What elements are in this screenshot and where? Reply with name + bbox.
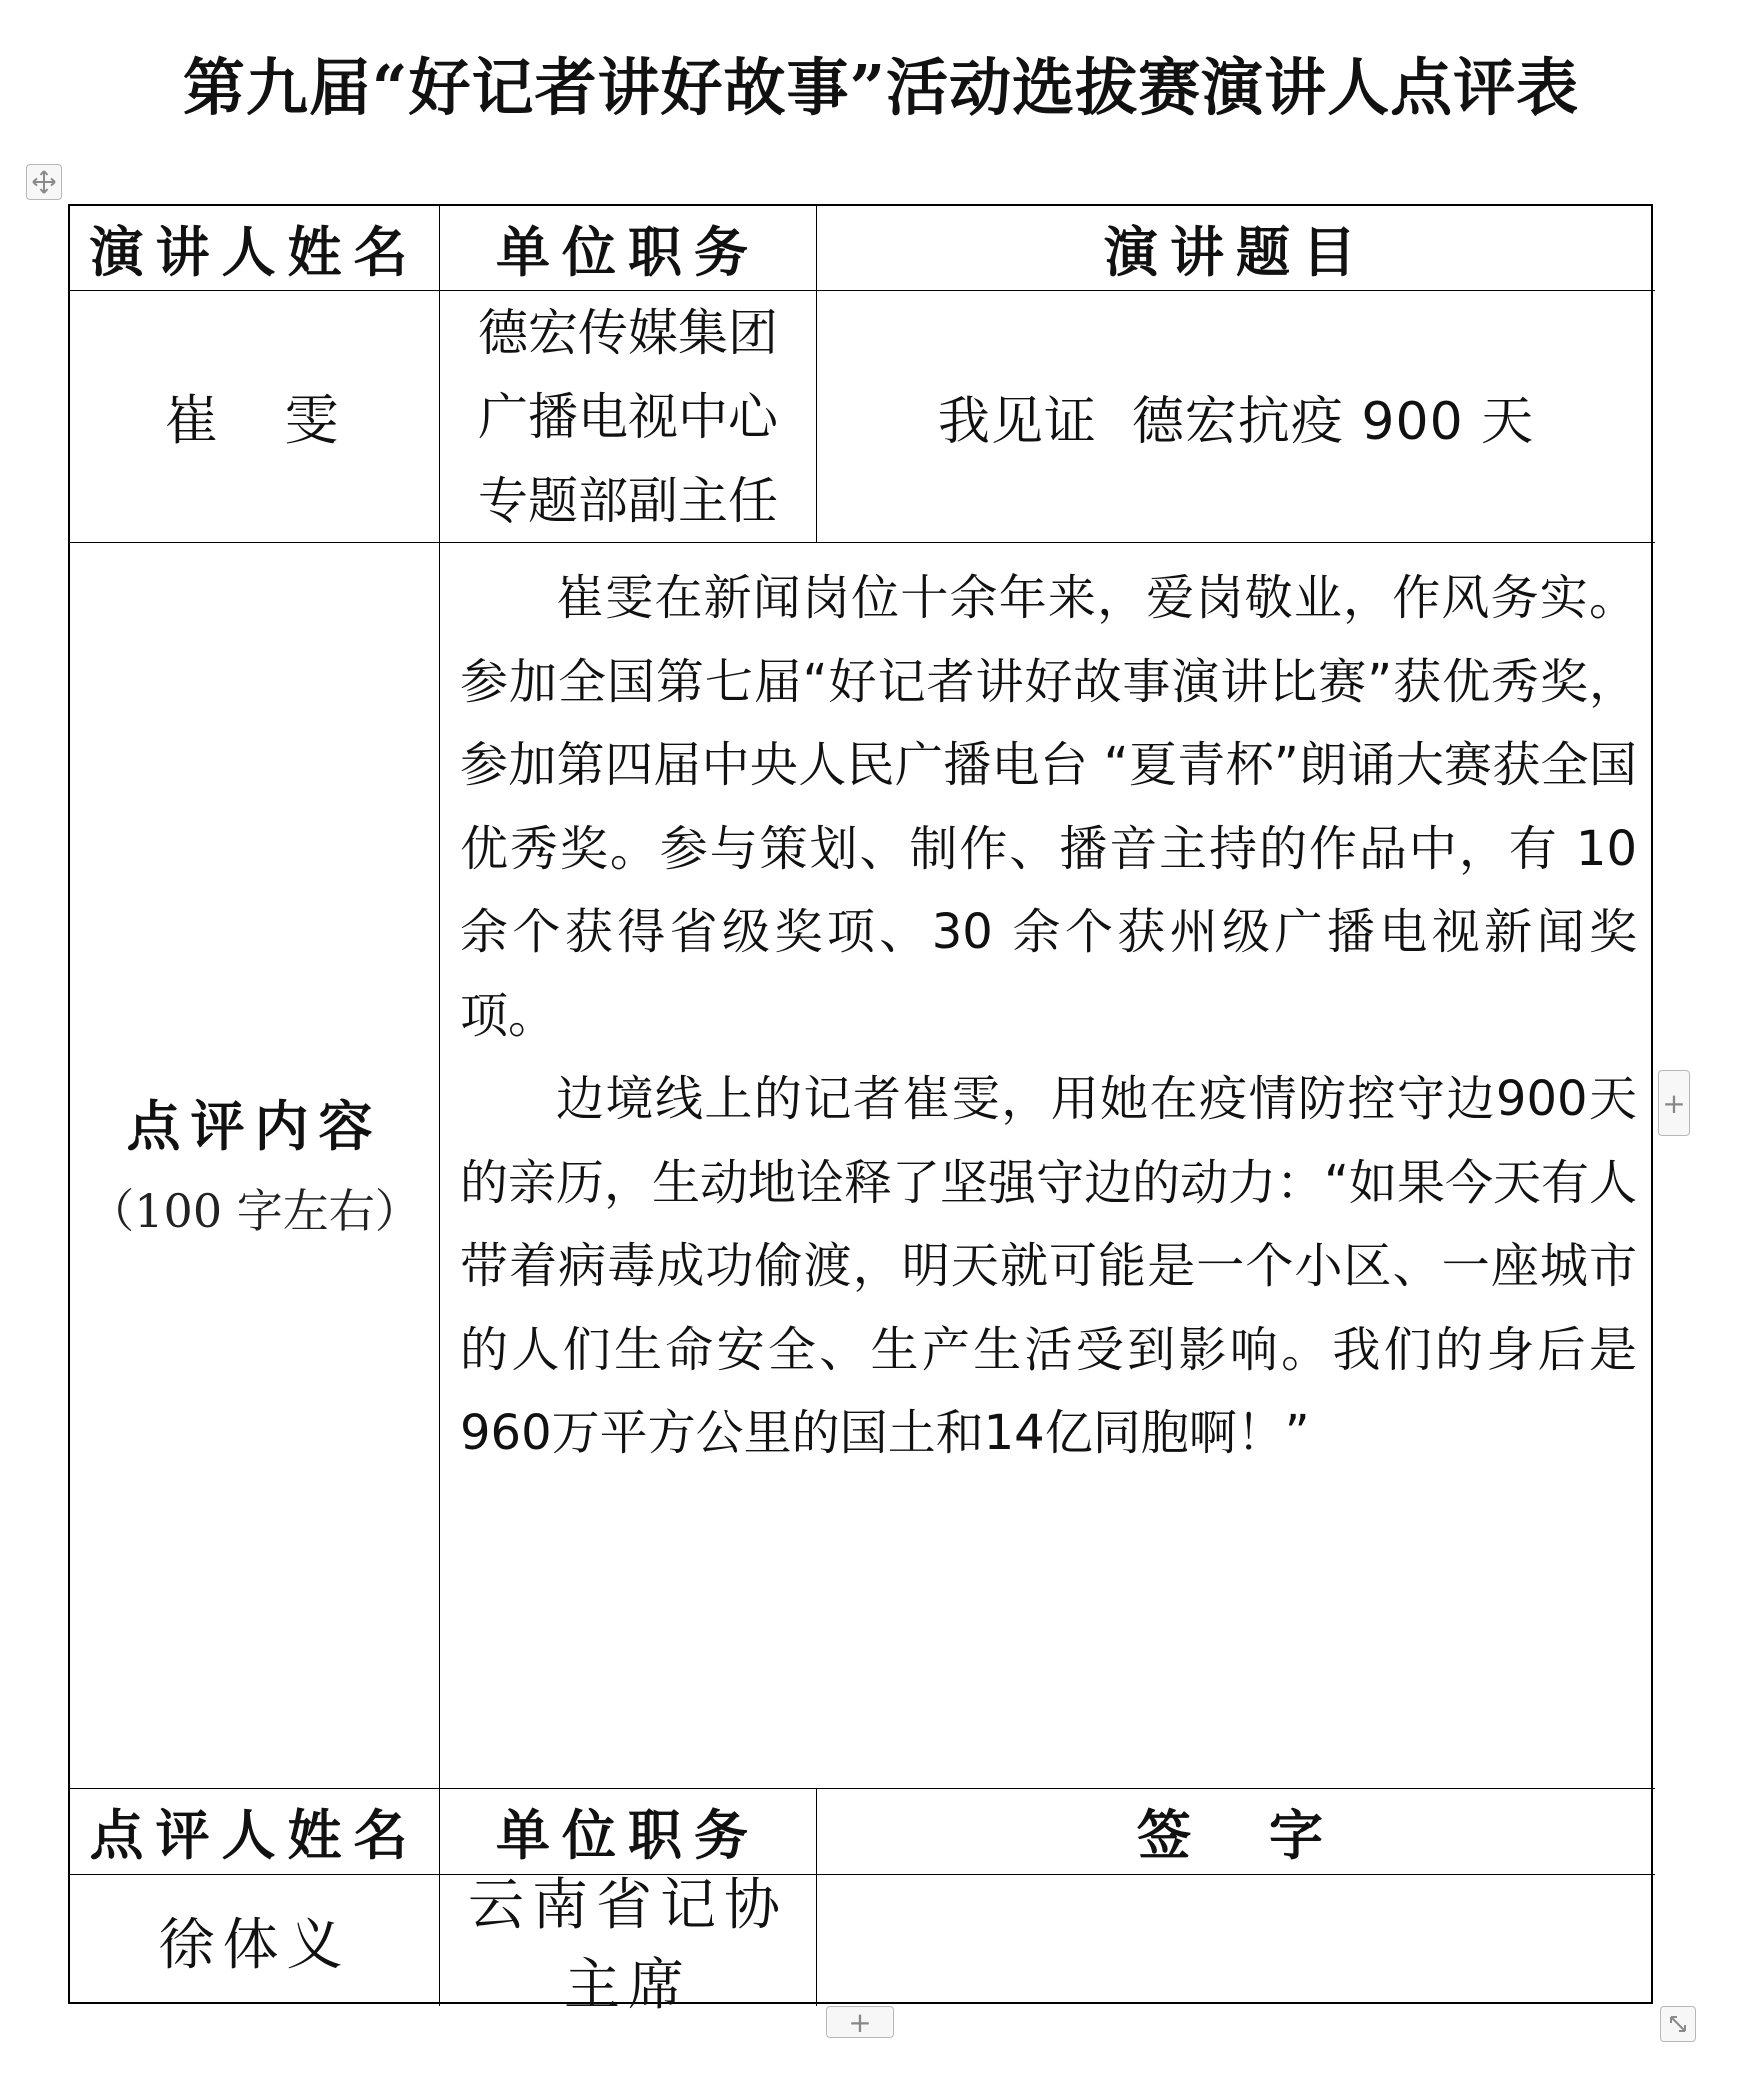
signature-header: 签 字: [817, 1789, 1655, 1875]
speaker-unit-line: 专题部副主任: [478, 471, 778, 530]
speaker-unit-header: 单位职务: [440, 206, 817, 291]
reviewer-unit: 云南省记协主席: [440, 1875, 817, 2006]
review-label: 点评内容: [126, 1093, 383, 1158]
resize-icon: [1666, 2012, 1690, 2036]
review-label-cell: [70, 543, 440, 1789]
review-paragraph: 边境线上的记者崔雯，用她在疫情防控守边900天的亲历，生动地诠释了坚强守边的动力：“如果今天有人带着病毒成功偷渡，明天就可能是一个小区、一座城市的人们生命安全、生产生活受到影响。我们的身后是960万平方公里的国土和14亿同胞啊！”: [460, 1071, 1637, 1461]
reviewer-name: 徐体义: [70, 1875, 440, 2006]
speaker-topic-header: 演讲题目: [817, 206, 1655, 291]
speaker-name-header: 演讲人姓名: [70, 206, 440, 291]
plus-icon: +: [848, 2005, 872, 2039]
reviewer-unit-header: 单位职务: [440, 1789, 817, 1875]
speaker-name: 崔 雯: [70, 291, 440, 543]
speaker-unit: [440, 291, 817, 543]
review-form-table: [68, 204, 1653, 2018]
plus-icon: +: [1662, 1086, 1686, 1120]
table-resize-handle[interactable]: [1660, 2006, 1696, 2042]
review-hint: （100 字左右）: [88, 1183, 421, 1238]
reviewer-name-header: 点评人姓名: [70, 1789, 440, 1875]
speaker-unit-line: 广播电视中心: [478, 387, 778, 446]
table-move-handle[interactable]: [26, 164, 62, 200]
add-column-button[interactable]: [1658, 1070, 1690, 1136]
signature-cell[interactable]: [817, 1875, 1655, 2006]
add-row-button[interactable]: [826, 2006, 894, 2038]
review-paragraph: 崔雯在新闻岗位十余年来，爱岗敬业，作风务实。参加全国第七届“好记者讲好故事演讲比赛”获优秀奖，参加第四届中央人民广播电台 “夏青杯”朗诵大赛获全国优秀奖。参与策划、制作、播音主持的作品中，有 10 余个获得省级奖项、30 余个获州级广播电视新闻奖项。: [460, 570, 1637, 1044]
review-content[interactable]: [440, 543, 1655, 1789]
speaker-unit-line: 德宏传媒集团: [478, 303, 778, 362]
speech-topic: 我见证 德宏抗疫 900 天: [817, 291, 1655, 543]
move-icon: [31, 169, 57, 195]
page-title: 第九届“好记者讲好故事”活动选拔赛演讲人点评表: [182, 51, 1580, 124]
